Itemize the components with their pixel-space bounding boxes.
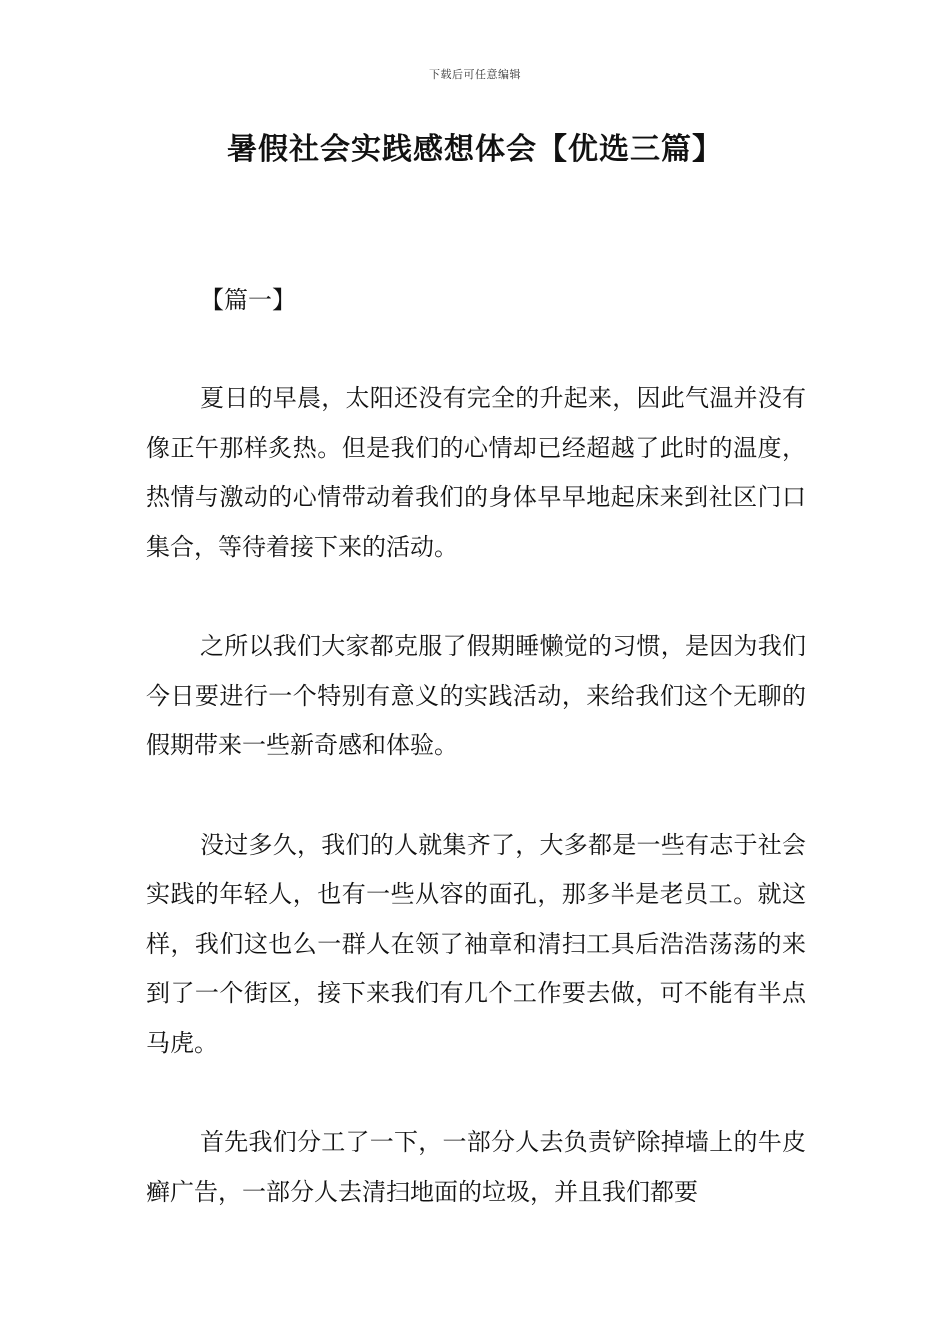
paragraph: 没过多久，我们的人就集齐了，大多都是一些有志于社会实践的年轻人，也有一些从容的面孔，那多半是老员工。就这样，我们这也么一群人在领了袖章和清扫工具后浩浩荡荡的来到了一个街区，接下来我们有几个工作要去做，可不能有半点马虎。 (146, 830, 806, 1057)
document-title: 暑假社会实践感想体会【优选三篇】 (227, 132, 723, 167)
header-note: 下载后可任意编辑 (429, 68, 521, 81)
paragraph: 首先我们分工了一下，一部分人去负责铲除掉墙上的牛皮癣广告，一部分人去清扫地面的垃圾，并且我们都要 (146, 1128, 806, 1206)
paragraph: 之所以我们大家都克服了假期睡懒觉的习惯，是因为我们今日要进行一个特别有意义的实践活动，来给我们这个无聊的假期带来一些新奇感和体验。 (146, 632, 806, 759)
document-body (146, 374, 806, 1267)
section-heading: 【篇一】 (200, 286, 296, 314)
paragraph: 夏日的早晨，太阳还没有完全的升起来，因此气温并没有像正午那样炙热。但是我们的心情却已经超越了此时的温度，热情与激动的心情带动着我们的身体早早地起床来到社区门口集合，等待着接下来的活动。 (146, 384, 806, 561)
